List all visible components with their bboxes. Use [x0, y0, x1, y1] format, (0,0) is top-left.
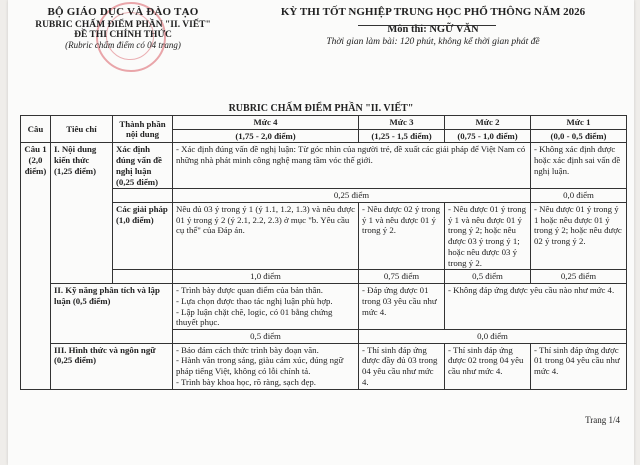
- c2-score-hi: 0,5 điểm: [173, 329, 359, 343]
- table-title: RUBRIC CHẤM ĐIỂM PHẦN "II. VIẾT": [228, 103, 414, 114]
- c2-m4-line1: - Trình bày được quan điểm của bản thân.: [176, 285, 323, 296]
- page-number: Trang 1/4: [585, 415, 620, 425]
- official-label: ĐỀ THI CHÍNH THỨC: [74, 30, 172, 40]
- exam-title: KỲ THI TỐT NGHIỆP TRUNG HỌC PHỔ THÔNG NĂM 2026: [280, 6, 586, 18]
- c3-m4-text: [173, 343, 359, 389]
- c2-m21-text: - Không đáp ứng được yêu cầu nào như mức 4.: [445, 284, 627, 330]
- c2-m4-text: [173, 284, 359, 330]
- c2-m4-line2: - Lựa chọn được thao tác nghị luận phù hợp.: [176, 295, 333, 306]
- range-m1: (0,0 - 0,5 điểm): [531, 129, 627, 143]
- component-1a: Xác định đúng vấn đề nghị luận (0,25 điểm): [113, 143, 173, 189]
- page-count-note: (Rubric chấm điểm có 04 trang): [65, 40, 181, 50]
- question-label: Câu 1: [24, 144, 47, 155]
- c1a-empty: [113, 189, 173, 203]
- c1a-score-hi: 0,25 điểm: [173, 189, 531, 203]
- c3-m3-text: - Thí sinh đáp ứng được đầy đủ 03 trong 04 yêu cầu như mức 4.: [359, 343, 445, 389]
- rubric-table: [20, 115, 627, 390]
- issuer-block: [8, 6, 238, 50]
- header-row: [21, 116, 627, 130]
- col-cau: Câu: [21, 116, 51, 143]
- criterion-1: I. Nội dung kiến thức (1,25 điểm): [51, 143, 113, 284]
- c3-m1-text: - Thí sinh đáp ứng được 01 trong 04 yêu cầu như mức 4.: [531, 343, 627, 389]
- c2-m4-line3: - Lập luận chặt chẽ, logic, có 01 bằng chứng thuyết phục.: [176, 306, 333, 328]
- criterion-3: III. Hình thức và ngôn ngữ (0,25 điểm): [51, 343, 173, 389]
- c1b-score-1: 0,25 điểm: [531, 270, 627, 284]
- range-m4: (1,75 - 2,0 điểm): [173, 129, 359, 143]
- c1a-score-lo: 0,0 điểm: [531, 189, 627, 203]
- question-cell: [21, 143, 51, 389]
- c1b-empty: [113, 270, 173, 284]
- time-line: Thời gian làm bài: 120 phút, không kể thời gian phát đề: [326, 37, 540, 47]
- range-m3: (1,25 - 1,5 điểm): [359, 129, 445, 143]
- c3-m4-line2: - Hành văn trong sáng, giàu cảm xúc, đúng ngữ pháp tiếng Việt, không có lỗi chính tả.: [176, 355, 344, 377]
- c1a-m1-text: - Không xác định được hoặc xác định sai vấn đề nghị luận.: [531, 143, 627, 189]
- c1b-m4-text: Nêu đủ 03 ý trong ý 1 (ý 1.1, 1.2, 1.3) và nêu được 01 ý trong ý 2 (ý 2.1, 2.2, 2.3) ở mục "b. Yêu cầu cụ thể" của Đáp án.: [173, 203, 359, 270]
- col-m4: Mức 4: [173, 116, 359, 130]
- table-row: [21, 143, 627, 189]
- c1a-m4-text: - Xác định đúng vấn đề nghị luận: Từ góc nhìn của người trẻ, đề xuất các giải pháp để Việt Nam có những nhà phát minh công nghệ mang tầm vóc thế giới.: [173, 143, 531, 189]
- col-tieuchi: Tiêu chí: [51, 116, 113, 143]
- c1b-m1-text: - Nêu được 01 ý trong ý 1 hoặc nêu được 01 ý trong ý 2; hoặc nêu được 02 ý trong ý 2.: [531, 203, 627, 270]
- title-underline: [358, 25, 496, 26]
- table-row: [21, 343, 627, 389]
- range-m2: (0,75 - 1,0 điểm): [445, 129, 531, 143]
- document-page: [8, 0, 634, 465]
- col-m2: Mức 2: [445, 116, 531, 130]
- c1b-score-4: 1,0 điểm: [173, 270, 359, 284]
- c1b-score-2: 0,5 điểm: [445, 270, 531, 284]
- rubric-line: RUBRIC CHẤM ĐIỂM PHẦN "II. VIẾT": [35, 20, 211, 30]
- exam-block: [238, 6, 628, 47]
- c3-m2-text: - Thí sinh đáp ứng được 02 trong 04 yêu cầu như mức 4.: [445, 343, 531, 389]
- c2-m3-text: - Đáp ứng được 01 trong 03 yêu cầu như mức 4.: [359, 284, 445, 330]
- c3-m4-line1: - Bảo đảm cách thức trình bày đoạn văn.: [176, 344, 319, 355]
- c3-m4-line3: - Trình bày khoa học, rõ ràng, sạch đẹp.: [176, 376, 316, 387]
- col-m3: Mức 3: [359, 116, 445, 130]
- c2-score-lo: 0,0 điểm: [359, 329, 627, 343]
- component-1b: Các giải pháp (1,0 điểm): [113, 203, 173, 270]
- col-m1: Mức 1: [531, 116, 627, 130]
- c1b-m2-text: - Nêu được 01 ý trong ý 1 và nêu được 01 ý trong ý 2; hoặc nêu được 03 ý trong ý 1; hoặc nêu được 03 ý trong ý 2.: [445, 203, 531, 270]
- issuer-name: BỘ GIÁO DỤC VÀ ĐÀO TẠO: [47, 6, 199, 18]
- criterion-2: II. Kỹ năng phân tích và lập luận (0,5 điểm): [51, 284, 173, 344]
- question-points: (2,0 điểm): [24, 155, 47, 176]
- subject-line: Môn thi: NGỮ VĂN: [387, 24, 479, 35]
- c1b-m3-text: - Nêu được 02 ý trong ý 1 và nêu được 01 ý trong ý 2.: [359, 203, 445, 270]
- c1b-score-3: 0,75 điểm: [359, 270, 445, 284]
- col-thanhphan: Thành phần nội dung: [113, 116, 173, 143]
- table-row: [21, 284, 627, 330]
